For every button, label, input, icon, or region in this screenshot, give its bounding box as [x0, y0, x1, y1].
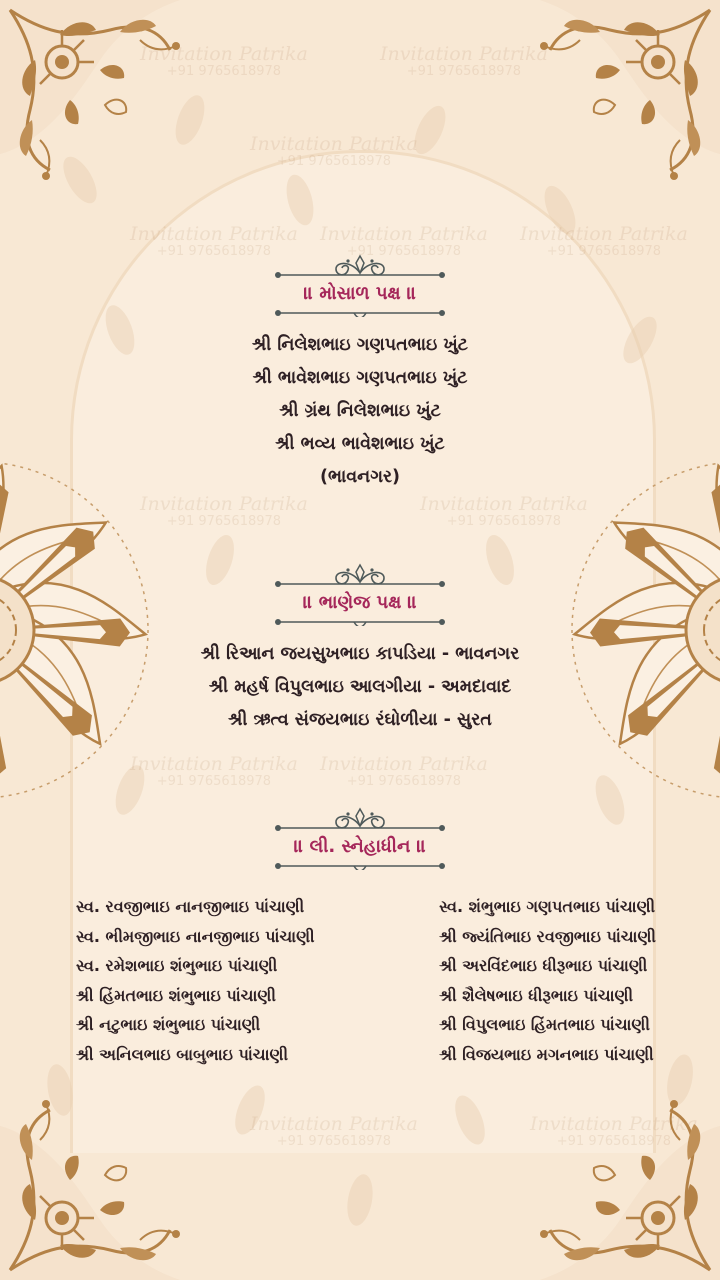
snehadhin-name: સ્વ. શંભુભાઇ ગણપતભાઇ પાંચાણી [439, 897, 656, 916]
watermark-brand: Patrika [628, 1113, 698, 1135]
mosal-name: શ્રી ભાવેશભાઇ ગણપતભાઇ ખુંટ [252, 368, 468, 388]
snehadhin-left-column [76, 892, 315, 1069]
top-left-floral-corner-icon [0, 0, 190, 190]
mosal-section [0, 253, 720, 494]
watermark-phone: +91 9765618978 [546, 243, 662, 259]
watermark-brand: Invitation Patrika [380, 43, 548, 65]
mosal-location: (ભાવનગર) [319, 467, 401, 487]
mosal-name: શ્રી ભવ્ય ભાવેશભાઇ ખુંટ [275, 434, 445, 454]
snehadhin-name: શ્રી વિજયભાઇ મગનભાઇ પાંચાણી [439, 1044, 654, 1064]
mosal-name: શ્રી નિલેશભાઇ ગણપતભાઇ ખુંટ [252, 335, 468, 355]
watermark-phone: +91 9765618978 [166, 63, 282, 79]
bhanej-names [0, 638, 720, 737]
mosal-heading: ॥ મોસાળ પક્ષ ॥ [303, 283, 417, 304]
snehadhin-name: શ્રી વિપુલભાઇ હિંમતભાઇ પાંચાણી [439, 1015, 650, 1034]
watermark-brand: Invitation Patrika [520, 223, 688, 245]
snehadhin-name: સ્વ. ભીમજીભાઇ નાનજીભાઇ પાંચાણી [76, 926, 315, 946]
snehadhin-name: શ્રી નટુભાઇ શંભુભાઇ પાંચાણી [76, 1015, 261, 1034]
top-right-floral-corner-icon [530, 0, 720, 190]
watermark-brand: Invitation Patrika [140, 43, 308, 65]
divider-line [272, 618, 448, 626]
scroll-flourish-icon [272, 253, 448, 279]
snehadhin-right-column [439, 892, 656, 1069]
bhanej-name: શ્રી ઋત્વ સંજયભાઇ રંઘોળીયા - સુરત [228, 710, 492, 730]
bottom-right-floral-corner-icon [530, 1090, 720, 1280]
watermark-brand: Invitation Patrika [250, 133, 418, 155]
snehadhin-name: સ્વ. રવજીભાઇ નાનજીભાઇ પાંચાણી [76, 897, 305, 916]
bhanej-section [0, 562, 720, 737]
bhanej-heading: ॥ ભાણેજ પક્ષ ॥ [302, 592, 418, 613]
snehadhin-section [0, 806, 720, 870]
snehadhin-name: શ્રી અરવિંદભાઇ ધીરૂભાઇ પાંચાણી [439, 956, 648, 975]
scroll-flourish-icon [272, 806, 448, 832]
divider-line [272, 309, 448, 317]
snehadhin-heading: ॥ લી. સ્નેહાધીન ॥ [293, 836, 427, 857]
snehadhin-name: શ્રી જ્યંતિભાઇ રવજીભાઇ પાંચાણી [439, 926, 656, 946]
divider-line [272, 862, 448, 870]
bhanej-name: શ્રી રિઆન જયસુખભાઇ કાપડિયા - ભાવનગર [200, 644, 520, 664]
bhanej-name: શ્રી મહર્ષ વિપુલભાઇ આલગીયા - અમદાવાદ [208, 677, 512, 697]
mosal-name: શ્રી ગ્રંથ નિલેશભાઇ ખુંટ [279, 401, 441, 421]
snehadhin-name: શ્રી શૈલેષભાઇ ધીરૂભાઇ પાંચાણી [439, 985, 634, 1005]
snehadhin-names-grid [76, 892, 656, 1069]
snehadhin-name: શ્રી અનિલભાઇ બાબુભાઇ પાંચાણી [76, 1044, 289, 1064]
snehadhin-name: સ્વ. રમેશભાઇ શંભુભાઇ પાંચાણી [76, 956, 278, 975]
mosal-names [0, 329, 720, 494]
bottom-left-floral-corner-icon [0, 1090, 190, 1280]
snehadhin-name: શ્રી હિંમતભાઇ શંભુભાઇ પાંચાણી [76, 985, 276, 1005]
scroll-flourish-icon [272, 562, 448, 588]
watermark-phone: +91 9765618978 [406, 63, 522, 79]
